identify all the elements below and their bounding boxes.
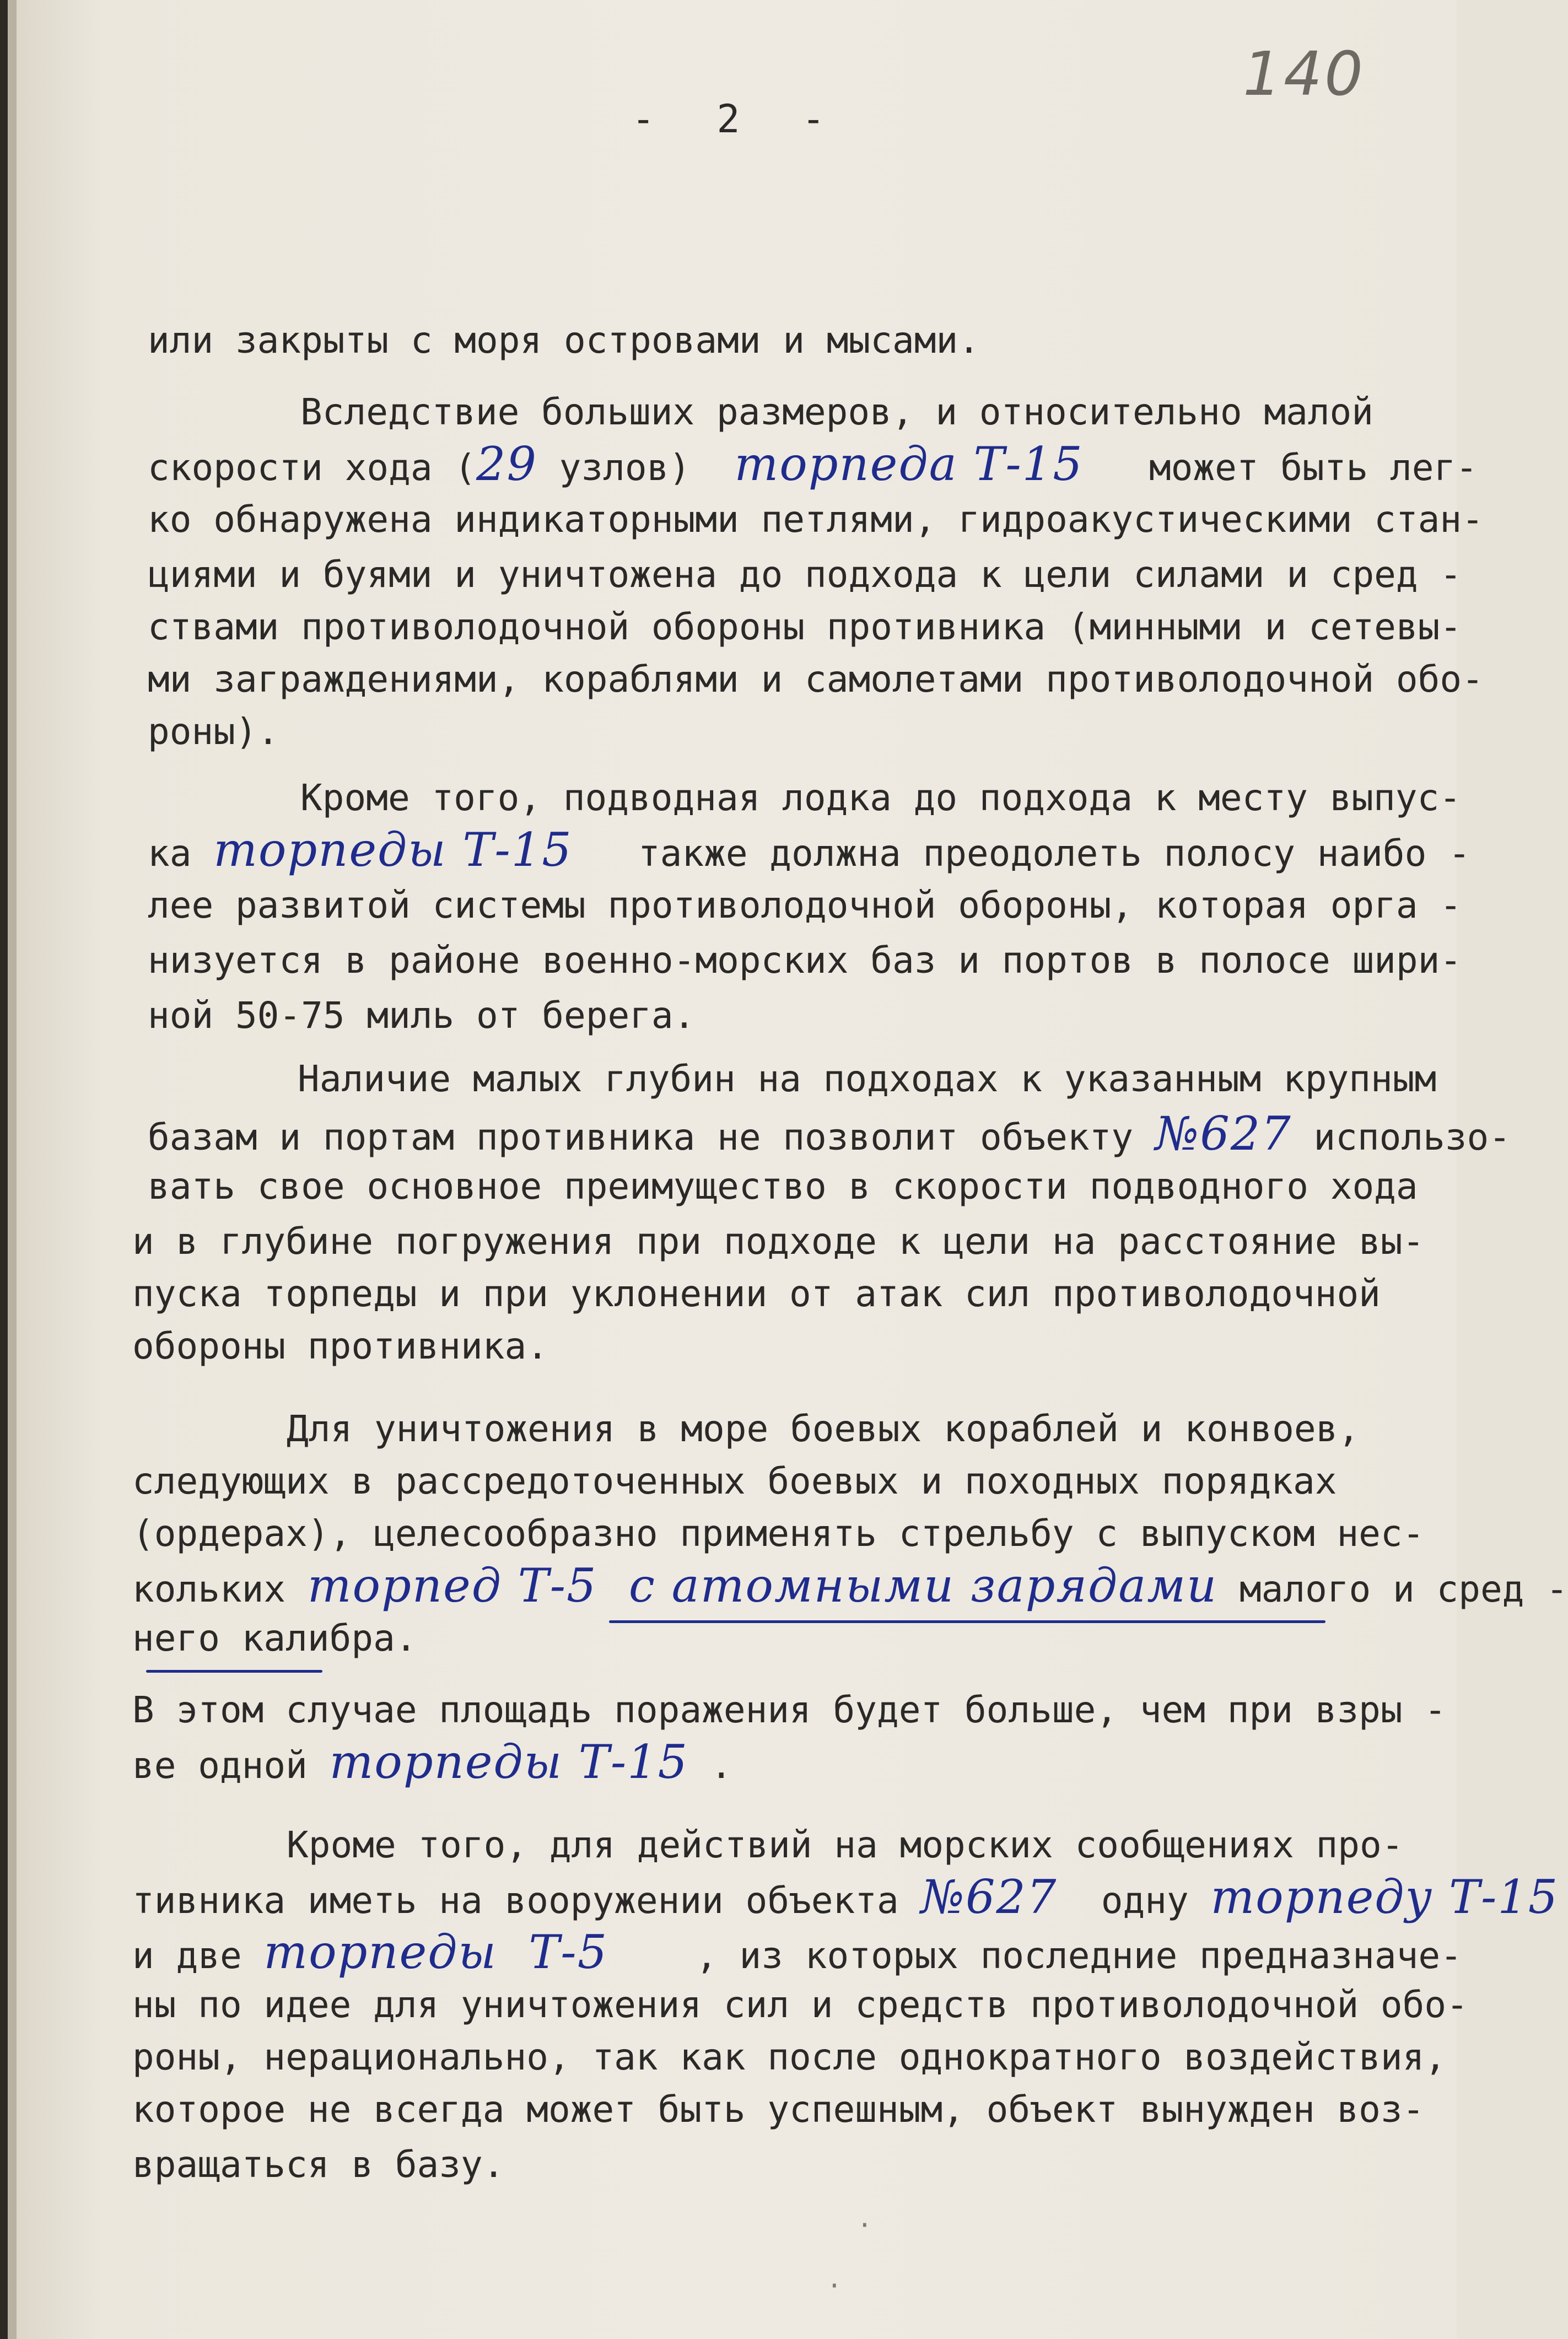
text-line: и две торпеды Т-5 , из которых последние предназначе-: [132, 1925, 1462, 1979]
binding-edge: [0, 0, 8, 2339]
ink-underline: [146, 1670, 322, 1673]
text-line: лее развитой системы противолодочной обороны, которая орга -: [148, 884, 1462, 926]
text-line: циями и буями и уничтожена до подхода к цели силами и сред -: [148, 553, 1462, 596]
binding-shadow: [8, 0, 17, 2339]
text-line: роны, нерационально, так как после однократного воздействия,: [132, 2036, 1447, 2078]
text-line: вать свое основное преимущество в скорости подводного хода: [148, 1165, 1418, 1208]
text-line: ве одной торпеды Т-15 .: [132, 1735, 732, 1789]
text-line: В этом случае площадь поражения будет больше, чем при взры -: [132, 1689, 1447, 1731]
text-line: обороны противника.: [132, 1325, 548, 1367]
text-line: пуска торпеды и при уклонении от атак сил противолодочной: [132, 1273, 1381, 1315]
ink-underline: [609, 1620, 1325, 1623]
archive-page-number: 140: [1243, 39, 1365, 109]
text-line: ка торпеды Т-15 также должна преодолеть полосу наибо -: [148, 823, 1470, 877]
text-line: ми заграждениями, кораблями и самолетами противолодочной обо-: [148, 658, 1484, 700]
text-line: которое не всегда может быть успешным, объект вынужден воз-: [132, 2088, 1425, 2131]
text-line: Наличие малых глубин на подходах к указанным крупным: [298, 1058, 1437, 1100]
text-line: Вследствие больших размеров, и относительно малой: [300, 391, 1374, 433]
text-line: Кроме того, подводная лодка до подхода к месту выпус-: [300, 777, 1461, 819]
page-number: - 2 -: [632, 96, 825, 142]
text-line: (ордерах), целесообразно применять стрельбу с выпуском нес-: [132, 1512, 1425, 1555]
text-line: ствами противолодочной обороны противника (минными и сетевы-: [148, 606, 1462, 648]
text-line: Кроме того, для действий на морских сообщениях про-: [287, 1824, 1404, 1866]
text-line: кольких торпед Т-5 с атомными зарядами малого и сред -: [132, 1559, 1568, 1613]
text-line: роны).: [148, 710, 279, 753]
text-line: него калибра.: [132, 1617, 417, 1659]
text-line: тивника иметь на вооружении объекта №627 одну торпеду Т-15: [132, 1870, 1559, 1924]
text-line: ной 50-75 миль от берега.: [148, 994, 696, 1037]
text-line: или закрыты с моря островами и мысами.: [148, 319, 980, 362]
text-line: базам и портам противника не позволит объекту №627 использо-: [148, 1107, 1511, 1161]
ink-speck: ·: [857, 2210, 872, 2240]
text-line: Для уничтожения в море боевых кораблей и конвоев,: [287, 1408, 1360, 1450]
ink-speck: ·: [827, 2271, 842, 2300]
text-line: ко обнаружена индикаторными петлями, гидроакустическими стан-: [148, 498, 1484, 541]
text-line: скорости хода (29 узлов) торпеда Т-15 может быть лег-: [148, 437, 1478, 491]
text-line: ны по идее для уничтожения сил и средств противолодочной обо-: [132, 1984, 1468, 2026]
text-line: следующих в рассредоточенных боевых и походных порядках: [132, 1460, 1337, 1502]
text-line: и в глубине погружения при подходе к цели на расстояние вы-: [132, 1220, 1425, 1263]
text-line: вращаться в базу.: [132, 2143, 505, 2186]
text-line: низуется в районе военно-морских баз и портов в полосе шири-: [148, 939, 1462, 982]
